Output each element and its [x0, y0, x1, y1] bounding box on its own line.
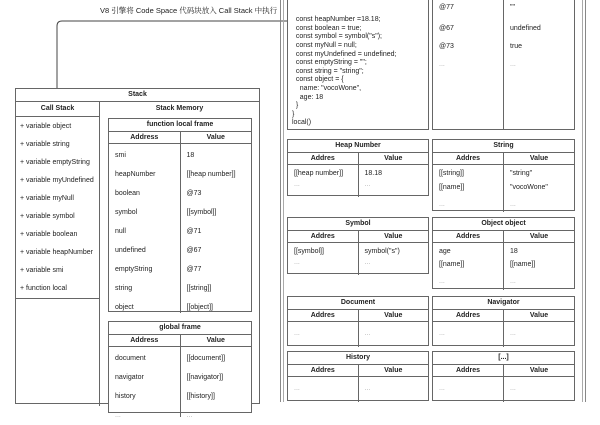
heap-number-table — [287, 139, 429, 196]
frame-address: null — [115, 228, 126, 235]
global-frame-table — [108, 321, 252, 419]
heap-address: [[name]] — [439, 261, 465, 268]
flow-arrow-icon — [0, 0, 290, 100]
frame-value: @73 — [186, 190, 202, 197]
frame-address: emptyString — [115, 266, 153, 273]
frame-value: [[history]] — [186, 393, 215, 400]
oddball-value: true — [510, 43, 523, 50]
frame-value: @71 — [186, 228, 202, 235]
heap-value: 18.18 — [364, 170, 383, 177]
heap-value: ... — [510, 201, 516, 208]
stack-memory-column — [100, 102, 259, 419]
col-address: Address — [109, 132, 181, 143]
oddball-value: ... — [510, 61, 516, 68]
col-address: Addres — [433, 231, 504, 242]
heap-value: ... — [364, 330, 371, 337]
heap-value: "string" — [510, 170, 533, 177]
oddball-address: @77 — [439, 4, 454, 11]
heap-address: age — [439, 248, 451, 255]
flow-caption: V8 引擎将 Code Space 代码块放入 Call Stack 中执行 — [100, 6, 278, 15]
table-title: String — [433, 140, 574, 153]
frame-value: @77 — [186, 266, 202, 273]
frame-address: ... — [115, 412, 121, 419]
col-value: Value — [529, 367, 549, 374]
table-title: Navigator — [433, 297, 574, 310]
oddball-address: ... — [439, 61, 445, 68]
frame-address: boolean — [115, 190, 140, 197]
col-address: Addres — [288, 310, 359, 321]
heap-value: ... — [364, 259, 371, 266]
col-value: Value — [529, 155, 549, 162]
table-title: History — [288, 352, 428, 365]
global-frame-title: global frame — [109, 322, 251, 335]
col-value: Value — [384, 312, 403, 319]
heap-address: ... — [294, 259, 300, 266]
symbol-table — [287, 217, 429, 274]
frame-address: navigator — [115, 374, 144, 381]
col-value: Value — [384, 233, 403, 240]
call-stack-item: + variable object — [20, 123, 72, 130]
heap-value: "vocoWone" — [510, 184, 548, 191]
call-stack-item: + variable boolean — [20, 231, 78, 238]
local-frame-table — [108, 118, 252, 312]
heap-value: [[name]] — [510, 261, 536, 268]
col-value: Value — [206, 337, 225, 344]
col-address: Addres — [433, 153, 504, 164]
col-address: Addres — [288, 365, 359, 376]
oddball-table — [432, 0, 575, 130]
call-stack-item: + variable myUndefined — [20, 177, 94, 184]
frame-address: undefined — [115, 247, 146, 254]
heap-value: symbol("s") — [364, 248, 400, 255]
col-value: Value — [529, 312, 549, 319]
heap-address: ... — [439, 201, 445, 208]
heap-address: [[heap number]] — [294, 170, 344, 177]
navigator-table — [432, 296, 575, 346]
call-stack-list — [16, 117, 99, 299]
frame-address: document — [115, 355, 146, 362]
stack-title: Stack — [16, 89, 259, 102]
call-stack-item: + variable smi — [20, 267, 64, 274]
frame-value: [[document]] — [186, 355, 226, 362]
call-stack-item: + function local — [20, 285, 67, 292]
table-title: Heap Number — [288, 140, 428, 153]
frame-value: @67 — [186, 247, 202, 254]
col-value: Value — [384, 367, 403, 374]
heap-address: [[string]] — [439, 170, 464, 177]
heap-address: ... — [294, 181, 300, 188]
call-stack-item: + variable symbol — [20, 213, 75, 220]
col-address: Address — [109, 335, 181, 346]
frame-value: [[symbol]] — [186, 209, 217, 216]
col-value: Value — [529, 233, 549, 240]
heap-value: 18 — [510, 248, 518, 255]
heap-address: ... — [439, 385, 445, 392]
col-value: Value — [206, 134, 225, 141]
oddball-address: @73 — [439, 43, 454, 50]
table-title: Object object — [433, 218, 574, 231]
frame-address: object — [115, 304, 134, 311]
heap-value: ... — [510, 330, 516, 337]
document-table — [287, 296, 429, 346]
frame-value: [[heap number]] — [186, 171, 236, 178]
heap-address: ... — [294, 330, 300, 337]
table-title: Document — [288, 297, 428, 310]
frame-value: [[navigator]] — [186, 374, 224, 381]
code-lines: const heapNumber =18.18; const boolean = true; const symbol = symbol("s"); const myNull = null; const myUndefined = undefined; const emptyString = ""; const string = "string"; const object = { name: "vocoWone", age: 18 } } local() — [292, 16, 397, 127]
frame-address: heapNumber — [115, 171, 156, 178]
call-stack-item: + variable string — [20, 141, 70, 148]
oddball-value: undefined — [510, 25, 541, 32]
object-table — [432, 217, 575, 289]
frame-value: [[string]] — [186, 285, 212, 292]
frame-address: symbol — [115, 209, 138, 216]
local-frame-title: function local frame — [109, 119, 251, 132]
call-stack-item: + variable emptyString — [20, 159, 90, 166]
call-stack-item: + variable heapNumber — [20, 249, 93, 256]
col-address: Addres — [288, 153, 359, 164]
frame-address: history — [115, 393, 136, 400]
heap-value: ... — [364, 181, 371, 188]
history-table — [287, 351, 429, 401]
heap-value: ... — [510, 278, 516, 285]
string-table — [432, 139, 575, 211]
more-table — [432, 351, 575, 401]
frame-value: [[object]] — [186, 304, 213, 311]
col-address: Addres — [433, 310, 504, 321]
heap-address: ... — [439, 330, 445, 337]
heap-address: [[symbol]] — [294, 248, 324, 255]
call-stack-column — [16, 102, 100, 406]
stack-memory-title: Stack Memory — [155, 105, 204, 112]
frame-value: ... — [186, 412, 193, 419]
table-title: [...] — [433, 352, 574, 365]
oddball-value: "" — [510, 4, 515, 11]
heap-address: ... — [439, 278, 445, 285]
call-stack-item: + variable myNull — [20, 195, 74, 202]
heap-value: ... — [510, 385, 516, 392]
col-address: Addres — [288, 231, 359, 242]
frame-value: 18 — [186, 152, 195, 159]
heap-value: ... — [364, 385, 371, 392]
oddball-address: @67 — [439, 25, 454, 32]
heap-address: ... — [294, 385, 300, 392]
call-stack-title: Call Stack — [16, 102, 99, 117]
frame-address: string — [115, 285, 133, 292]
col-address: Addres — [433, 365, 504, 376]
col-value: Value — [384, 155, 403, 162]
code-space-box — [287, 0, 429, 130]
stack-panel — [15, 88, 260, 419]
table-title: Symbol — [288, 218, 428, 231]
heap-address: [[name]] — [439, 184, 465, 191]
frame-address: smi — [115, 152, 126, 159]
